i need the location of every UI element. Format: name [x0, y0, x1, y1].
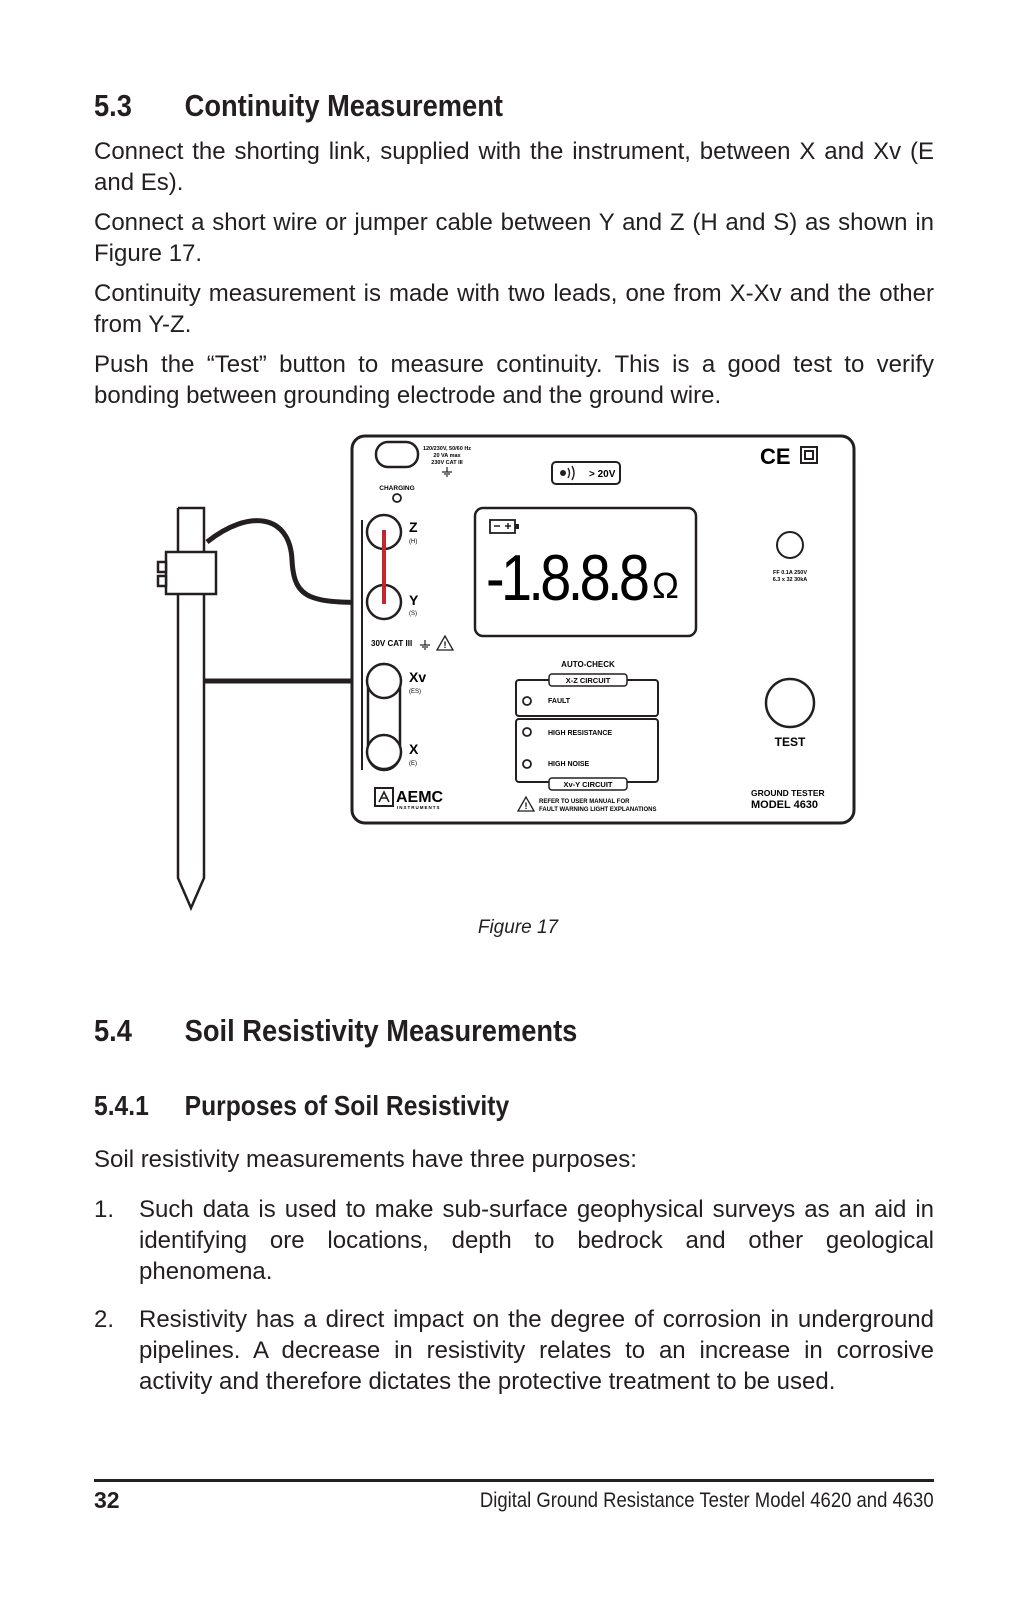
section-heading-5-3 — [94, 88, 503, 124]
model-line-2: MODEL 4630 — [751, 799, 819, 811]
footer-title: Digital Ground Resistance Tester Model 4620 and 4630 — [480, 1489, 934, 1512]
subsection-title: Purposes of Soil Resistivity — [184, 1090, 510, 1121]
section-number: 5.4 — [94, 1013, 132, 1048]
power-rating-1: 120/230V, 50/60 Hz — [422, 446, 472, 452]
section-title: Soil Resistivity Measurements — [184, 1013, 578, 1048]
warning-note-1: REFER TO USER MANUAL FOR — [539, 799, 630, 805]
list-item — [94, 1194, 934, 1287]
terminal-x-label: X — [409, 741, 419, 757]
subsection-heading-5-4-1 — [94, 1090, 509, 1122]
fault-label: FAULT — [548, 698, 571, 705]
figure-17-diagram — [0, 420, 1036, 920]
fuse-rating-1: FF 0.1A 250V — [772, 570, 808, 576]
terminal-z-sublabel: (H) — [409, 539, 418, 545]
ground-rod — [158, 508, 216, 908]
high-resistance-label: HIGH RESISTANCE — [548, 730, 613, 737]
paragraph: Soil resistivity measurements have three purposes: — [94, 1146, 637, 1173]
test-button — [766, 679, 814, 727]
paragraph: Connect a short wire or jumper cable between Y and Z (H and S) as shown in Figure 17. — [94, 209, 934, 267]
terminal-z — [367, 515, 418, 549]
terminal-xv-sublabel: (ES) — [409, 689, 421, 695]
fault-led — [523, 697, 531, 705]
xvy-circuit-label: Xv-Y CIRCUIT — [563, 780, 613, 789]
power-rating-2: 20 VA max — [433, 453, 461, 459]
auto-check-label: AUTO-CHECK — [561, 660, 615, 669]
figure-caption: Figure 17 — [477, 917, 559, 938]
terminal-y-sublabel: (S) — [409, 611, 417, 617]
footer-rule — [94, 1479, 934, 1482]
list-number: 1. — [94, 1196, 115, 1223]
paragraph: Connect the shorting link, supplied with the instrument, between X and Xv (E and Es). — [94, 138, 934, 196]
fuse-holder — [777, 532, 803, 558]
high-noise-label: HIGH NOISE — [548, 761, 590, 768]
high-resistance-led — [523, 728, 531, 736]
buzzer-icon — [560, 470, 566, 476]
fuse-rating-2: 6.3 x 32 30kA — [772, 577, 808, 583]
brand-subtitle: INSTRUMENTS — [397, 805, 441, 810]
terminal-xv — [367, 664, 426, 698]
xz-circuit-label: X-Z CIRCUIT — [565, 676, 611, 685]
lcd-unit: Ω — [652, 565, 679, 606]
warning-note-2: FAULT WARNING LIGHT EXPLANATIONS — [539, 807, 657, 813]
svg-text:!: ! — [524, 801, 528, 811]
section-title: Continuity Measurement — [184, 88, 503, 123]
terminal-y-label: Y — [409, 592, 419, 608]
subsection-number: 5.4.1 — [94, 1090, 149, 1121]
terminal-x-sublabel: (E) — [409, 761, 417, 767]
lcd-reading: -1.8.8.8 — [485, 540, 647, 614]
buzzer-threshold: > 20V — [589, 469, 616, 480]
cat-rating-label: 30V CAT III — [371, 639, 413, 648]
section-number: 5.3 — [94, 88, 132, 123]
list-number: 2. — [94, 1306, 115, 1333]
high-noise-led — [523, 760, 531, 768]
battery-icon — [490, 520, 519, 533]
list-text: Such data is used to make sub-surface geophysical surveys as an aid in identifying ore locations, depth to bedrock and other geological phenomena. — [139, 1196, 934, 1285]
paragraph: Continuity measurement is made with two leads, one from X-Xv and the other from Y-Z. — [94, 280, 934, 338]
terminal-xv-label: Xv — [409, 669, 427, 685]
svg-text:!: ! — [443, 640, 447, 650]
charging-led — [393, 494, 401, 502]
list-text: Resistivity has a direct impact on the degree of corrosion in underground pipelines. A decrease in resistivity relates to an increase in corrosive activity and therefore dictates the protective treatment to be used. — [139, 1306, 934, 1395]
terminal-x — [367, 735, 419, 769]
section-heading-5-4 — [94, 1013, 577, 1049]
paragraph: Push the “Test” button to measure continuity. This is a good test to verify bonding between grounding electrode and the ground wire. — [94, 351, 934, 409]
list-item — [94, 1304, 934, 1397]
power-socket — [376, 442, 418, 467]
model-line-1: GROUND TESTER — [751, 788, 825, 798]
test-button-label: TEST — [774, 735, 806, 749]
charging-label: CHARGING — [379, 485, 415, 492]
power-rating-3: 230V CAT III — [431, 460, 463, 466]
xvy-circuit-box — [516, 719, 658, 782]
page-number: 32 — [94, 1487, 120, 1513]
ce-mark: CE — [760, 444, 791, 469]
brand-name: AEMC — [396, 789, 444, 806]
terminal-z-label: Z — [409, 519, 418, 535]
